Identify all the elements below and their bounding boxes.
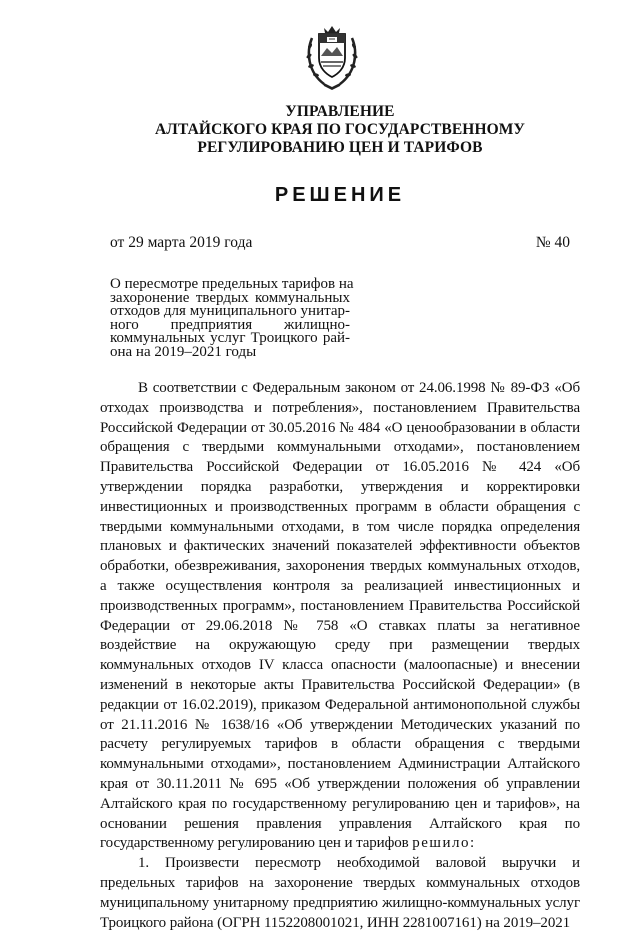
emblem (302, 24, 362, 90)
authority-line-1: УПРАВЛЕНИЕ (285, 103, 395, 120)
preamble-paragraph (100, 379, 580, 854)
subject-line: коммунальных услуг Троицкого рай- (110, 330, 350, 346)
preamble-text: В соответствии с Федеральным законом от 24.06.1998 № 89-ФЗ «Об отходах производства и потребления», постановлением Правительства Российской Федерации от 30.05.2016 № 484 «О ценообразовании в области обращения с твердыми коммунальными отходами», постановлением Правительства Российской Федерации от 16.05.2016 № 424 «Об утверждении порядка разработки, утверждения и корректировки инвестиционных и производственных программ в области обращения с твердыми коммунальными отходами, в том числе порядка определения плановых и фактических значений показателей эффективности объектов обработки, обезвреживания, захоронения твердых коммунальных отходов, а также осуществления контроля за реализацией инвестиционных и производственных программ», постановлением Правительства Российской Федерации от 29.06.2018 № 758 «О ставках платы за негативное воздействие на окружающую среду при размещении твердых коммунальных отходов IV класса опасности (малоопасные) и внесении изменений в некоторые акты Правительства Российской Федерации» (в редакции от 16.02.2019), приказом Федеральной антимонопольной службы от 21.11.2016 № 1638/16 «Об утверждении Методических указаний по расчету регулируемых тарифов в области обращения с твердыми коммунальными отходами», постановлением Администрации Алтайского края от 30.11.2011 № 695 «Об утверждении положения об управлении Алтайского края по государственному регулированию цен и тарифов», на основании решения правления управления Алтайского края по государственному регулированию цен и тарифов (100, 380, 580, 852)
date-number-line (110, 234, 570, 252)
preamble-end: : (470, 835, 475, 852)
document-date: от 29 марта 2019 года (110, 234, 253, 251)
issuing-authority (60, 103, 620, 157)
document-number: № 40 (535, 234, 570, 251)
authority-line-2: АЛТАЙСКОГО КРАЯ ПО ГОСУДАРСТВЕННОМУ (155, 121, 525, 138)
authority-line-3: РЕГУЛИРОВАНИЮ ЦЕН И ТАРИФОВ (197, 139, 483, 156)
subject-line: она на 2019–2021 годы (110, 343, 257, 360)
document-type-title: РЕШЕНИЕ (274, 184, 406, 206)
item-1-paragraph: 1. Произвести пересмотр необходимой валовой выручки и предельных тарифов на захоронение твердых коммунальных отходов муниципальному унитарному предприятию жилищно-коммунальных услуг Троицкого района (ОГРН 1152208001021, ИНН 2281007161) на 2019–2021 (100, 855, 580, 931)
subject-line: ного предприятия жилищно- (110, 316, 350, 333)
subject-line: отходов для муниципального унитар- (110, 303, 350, 319)
document-subject (110, 276, 354, 360)
decided-word: решило (412, 835, 470, 852)
document-body (100, 379, 580, 933)
altai-krai-coat-of-arms-icon (302, 24, 362, 90)
subject-line: О пересмотре предельных тарифов на (110, 276, 354, 292)
subject-line: захоронение твердых коммунальных (110, 289, 350, 306)
